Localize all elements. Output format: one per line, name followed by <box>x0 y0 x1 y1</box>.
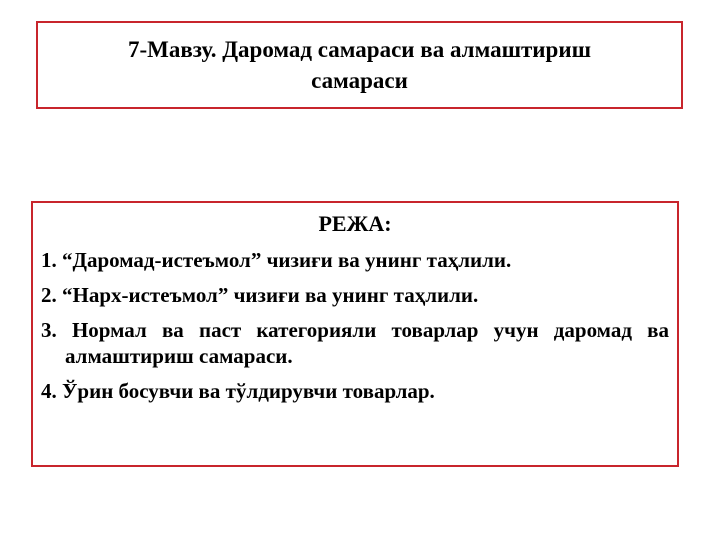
plan-box <box>31 201 679 467</box>
plan-item-number: 1. <box>41 248 57 272</box>
plan-heading: РЕЖА: <box>318 211 392 236</box>
plan-item-1 <box>41 247 669 273</box>
slide-title: 7-Мавзу. Даромад самараси ва алмаштириш самараси <box>127 37 592 93</box>
plan-item-2 <box>41 282 669 308</box>
plan-item-number: 3. <box>41 318 57 342</box>
plan-item-3 <box>41 317 669 369</box>
plan-item-text: “Даромад-истеъмол” чизиғи ва унинг таҳлили. <box>62 248 512 272</box>
title-box <box>36 21 683 109</box>
plan-list <box>41 247 669 404</box>
plan-item-text: “Нарх-истеъмол” чизиғи ва унинг таҳлили. <box>62 283 479 307</box>
plan-item-number: 2. <box>41 283 57 307</box>
plan-item-number: 4. <box>41 379 57 403</box>
plan-item-text: Ўрин босувчи ва тўлдирувчи товарлар. <box>62 379 435 403</box>
plan-item-text: Нормал ва паст категорияли товарлар учун даромад ва алмаштириш самараси. <box>65 318 669 368</box>
plan-item-4 <box>41 378 669 404</box>
